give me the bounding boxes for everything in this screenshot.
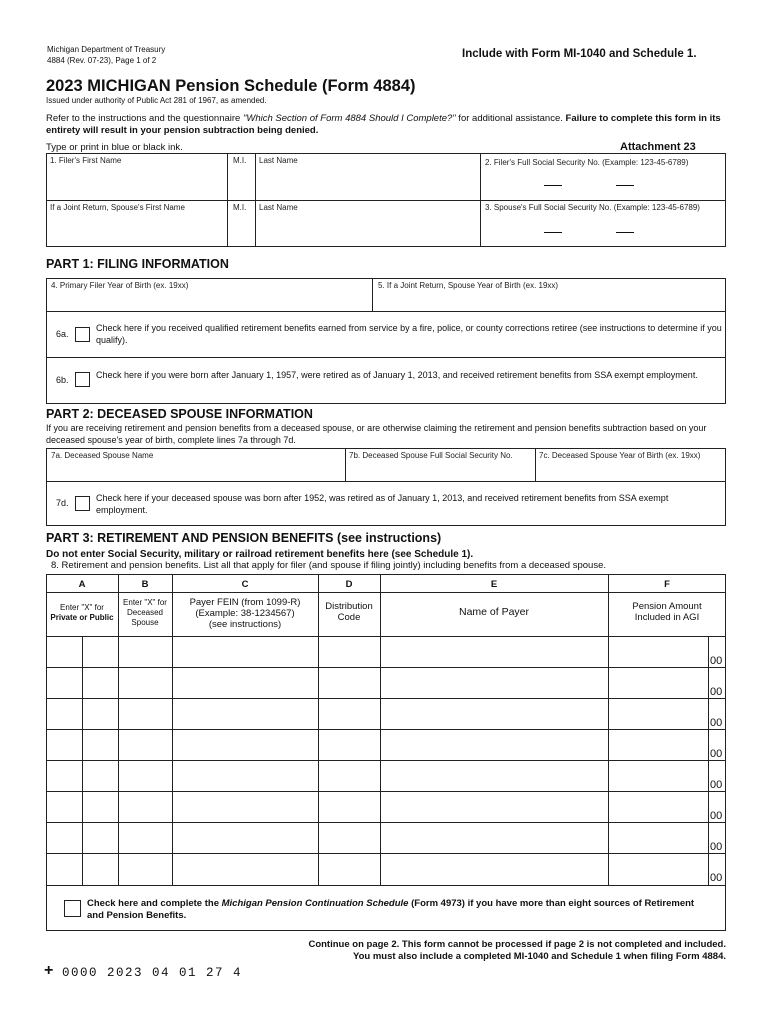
continuation-pre: Check here and complete the [87,898,222,909]
private-public-cell[interactable] [47,699,82,730]
ssn-separator [616,232,634,233]
registration-plus: + [44,962,54,979]
col-d-letter: D [345,579,353,590]
deceased-spouse-cell[interactable] [118,730,172,761]
filer-mi-field[interactable] [229,166,253,198]
col-f-header-line2: Included in AGI [634,612,700,623]
filer-first-name-label: 1. Filer's First Name [50,156,122,165]
deceased-spouse-cell[interactable] [118,792,172,823]
payer-name-cell[interactable] [380,854,608,885]
line6a-number: 6a. [56,329,69,339]
payer-name-cell[interactable] [380,699,608,730]
include-with-note: Include with Form MI-1040 and Schedule 1. [462,48,697,60]
line7d-checkbox[interactable] [75,496,90,511]
form-revision: 4884 (Rev. 07-23), Page 1 of 2 [47,56,157,65]
continuation-form-name: Michigan Pension Continuation Schedule [221,898,409,909]
deceased-spouse-cell[interactable] [118,637,172,668]
spouse-mi-field[interactable] [229,214,253,245]
authority-note: Issued under authority of Public Act 281 of 1967, as amended. [46,96,267,105]
deceased-spouse-cell[interactable] [118,668,172,699]
spouse-last-name-label: Last Name [259,203,298,212]
private-public-cell[interactable] [47,854,82,885]
filer-birth-year-field[interactable] [48,291,370,309]
pension-amount-cell[interactable] [608,730,708,761]
private-public-cell[interactable] [47,637,82,668]
cents-row-4: 00 [710,748,723,760]
continuation-post: (Form 4973) if you have more than eight sources of Retirement and Pension Benefits. [87,898,695,921]
pension-amount-cell[interactable] [608,699,708,730]
spouse-first-name-field[interactable] [48,214,225,245]
pension-amount-cell[interactable] [608,792,708,823]
payer-fein-cell[interactable] [172,668,318,699]
col-c-letter: C [241,579,249,590]
attachment-number: Attachment 23 [620,141,696,153]
private-public-cell[interactable] [82,637,118,668]
part2-intro: If you are receiving retirement and pension benefits from a deceased spouse, or are otherwise claiming the retirement and pension benefits subtraction based on your deceased spouse's year of birth, complete lines 7a through 7d. [46,423,707,445]
private-public-cell[interactable] [82,699,118,730]
payer-name-cell[interactable] [380,637,608,668]
ssn-separator [616,185,634,186]
cents-row-1: 00 [710,655,723,667]
cents-row-6: 00 [710,810,723,822]
payer-name-cell[interactable] [380,823,608,854]
distribution-code-cell[interactable] [318,699,380,730]
include-note: You must also include a completed MI-1040 and Schedule 1 when filing Form 4884. [352,951,726,962]
col-b-header-line2: Deceased [126,608,164,617]
line5-label: 5. If a Joint Return, Spouse Year of Birth (ex. 19xx) [378,281,559,290]
continue-note: Continue on page 2. This form cannot be processed if page 2 is not completed and included. [308,939,726,950]
refer-instructions [46,113,728,137]
distribution-code-cell[interactable] [318,823,380,854]
deceased-spouse-ssn-field[interactable] [347,462,533,479]
continuation-schedule-checkbox[interactable] [64,900,81,917]
filer-first-name-field[interactable] [48,166,225,198]
col-c-header [172,597,318,630]
distribution-code-cell[interactable] [318,761,380,792]
col-e-letter: E [490,579,498,590]
col-c-header-line1: Payer FEIN (from 1099-R) [189,597,301,608]
line7c-label: 7c. Deceased Spouse Year of Birth (ex. 19xx) [539,451,701,460]
cents-row-2: 00 [710,686,723,698]
form-barcode-number: 0000 2023 04 01 27 4 [62,966,243,980]
spouse-mi-label: M.I. [233,203,247,212]
spouse-ssn-field[interactable] [482,216,724,245]
col-d-header [318,601,380,623]
private-public-cell[interactable] [82,761,118,792]
distribution-code-cell[interactable] [318,854,380,885]
private-public-cell[interactable] [82,854,118,885]
private-public-cell[interactable] [82,823,118,854]
col-a-letter: A [78,579,86,590]
line6b-checkbox[interactable] [75,372,90,387]
cents-row-3: 00 [710,717,723,729]
col-a-header-line2: Private or Public [50,613,114,622]
line6a-checkbox[interactable] [75,327,90,342]
col-b-header [118,598,172,628]
part3-warning: Do not enter Social Security, military or railroad retirement benefits here (see Schedule 1). [46,549,474,560]
ssn-separator [544,232,562,233]
distribution-code-cell[interactable] [318,792,380,823]
private-public-cell[interactable] [47,668,82,699]
col-b-header-line3: Spouse [131,618,159,627]
deceased-spouse-cell[interactable] [118,699,172,730]
deceased-spouse-cell[interactable] [118,823,172,854]
failure-warning: Failure to complete this form in its entirety will result in your pension subtraction being denied. [46,113,721,136]
col-d-header-line1: Distribution [325,601,373,612]
refer-prefix: Refer to the instructions and the questionnaire [46,113,243,124]
pension-amount-cell[interactable] [608,823,708,854]
private-public-cell[interactable] [82,792,118,823]
payer-fein-cell[interactable] [172,699,318,730]
cents-row-7: 00 [710,841,723,853]
part2-title: PART 2: DECEASED SPOUSE INFORMATION [46,407,313,421]
filer-ssn-field[interactable] [482,172,724,198]
col-f-header-line1: Pension Amount [632,601,702,612]
line7d-number: 7d. [56,498,69,508]
form-title: 2023 MICHIGAN Pension Schedule (Form 4884) [46,77,416,95]
payer-name-cell[interactable] [380,730,608,761]
ink-instruction: Type or print in blue or black ink. [46,142,183,153]
ssn-separator [544,185,562,186]
cents-row-5: 00 [710,779,723,791]
line7d-text: Check here if your deceased spouse was born after 1952, was retired as of January 1, 2013, and received retirement benefits from SSA exempt employment. [96,493,669,515]
deceased-spouse-cell[interactable] [118,854,172,885]
deceased-spouse-cell[interactable] [118,761,172,792]
filer-last-name-field[interactable] [257,166,478,198]
private-public-cell[interactable] [47,792,82,823]
distribution-code-cell[interactable] [318,637,380,668]
col-a-header [46,603,118,623]
line8-text: 8. Retirement and pension benefits. List all that apply for filer (and spouse if filing jointly) including benefits from a deceased spouse. [51,560,607,571]
deceased-spouse-name-field[interactable] [48,462,343,479]
line6a-text: Check here if you received qualified retirement benefits earned from service by a fire, police, or county corrections retiree (see instructions to determine if you qualify). [96,323,722,345]
private-public-cell[interactable] [82,668,118,699]
spouse-birth-year-field[interactable] [374,291,724,309]
cents-row-8: 00 [710,872,723,884]
payer-fein-cell[interactable] [172,823,318,854]
filer-mi-label: M.I. [233,156,247,165]
payer-fein-cell[interactable] [172,792,318,823]
spouse-first-name-label: If a Joint Return, Spouse's First Name [50,203,185,212]
pension-amount-cell[interactable] [608,854,708,885]
distribution-code-cell[interactable] [318,730,380,761]
payer-fein-cell[interactable] [172,854,318,885]
part1-title: PART 1: FILING INFORMATION [46,257,229,271]
line7a-label: 7a. Deceased Spouse Name [51,451,154,460]
line6b-text: Check here if you were born after January 1, 1957, were retired as of January 1, 2013, and received retirement benefits from SSA exempt employment. [96,370,698,380]
filer-ssn-label: 2. Filer's Full Social Security No. (Example: 123-45-6789) [485,158,689,167]
payer-fein-cell[interactable] [172,761,318,792]
col-c-header-line3: (see instructions) [208,619,282,630]
deceased-spouse-birth-year-field[interactable] [537,462,724,479]
payer-fein-cell[interactable] [172,637,318,668]
col-f-header [608,601,726,623]
refer-mid: for additional assistance. [455,113,566,124]
questionnaire-title: "Which Section of Form 4884 Should I Complete?" [242,113,456,124]
col-f-letter: F [664,579,670,590]
line7b-label: 7b. Deceased Spouse Full Social Security No. [349,451,513,460]
col-b-header-line1: Enter "X" for [123,598,167,607]
private-public-cell[interactable] [47,730,82,761]
col-a-header-line1: Enter "X" for [60,603,104,612]
private-public-cell[interactable] [47,823,82,854]
spouse-last-name-field[interactable] [257,214,478,245]
filer-last-name-label: Last Name [259,156,298,165]
continuation-schedule-text [87,898,707,922]
pension-amount-cell[interactable] [608,761,708,792]
pension-amount-cell[interactable] [608,637,708,668]
private-public-cell[interactable] [47,761,82,792]
line4-label: 4. Primary Filer Year of Birth (ex. 19xx) [51,281,189,290]
part3-title: PART 3: RETIREMENT AND PENSION BENEFITS (see instructions) [46,531,442,545]
benefits-table-body [47,637,726,885]
payer-name-cell[interactable] [380,668,608,699]
spouse-ssn-label: 3. Spouse's Full Social Security No. (Example: 123-45-6789) [485,203,700,212]
col-c-header-line2: (Example: 38-1234567) [195,608,295,619]
payer-name-cell[interactable] [380,792,608,823]
col-b-letter: B [141,579,149,590]
private-public-cell[interactable] [82,730,118,761]
line6b-number: 6b. [56,375,69,385]
distribution-code-cell[interactable] [318,668,380,699]
payer-name-cell[interactable] [380,761,608,792]
col-e-header: Name of Payer [458,606,530,618]
payer-fein-cell[interactable] [172,730,318,761]
department-name: Michigan Department of Treasury [47,45,166,54]
col-d-header-line2: Code [337,612,361,623]
pension-amount-cell[interactable] [608,668,708,699]
